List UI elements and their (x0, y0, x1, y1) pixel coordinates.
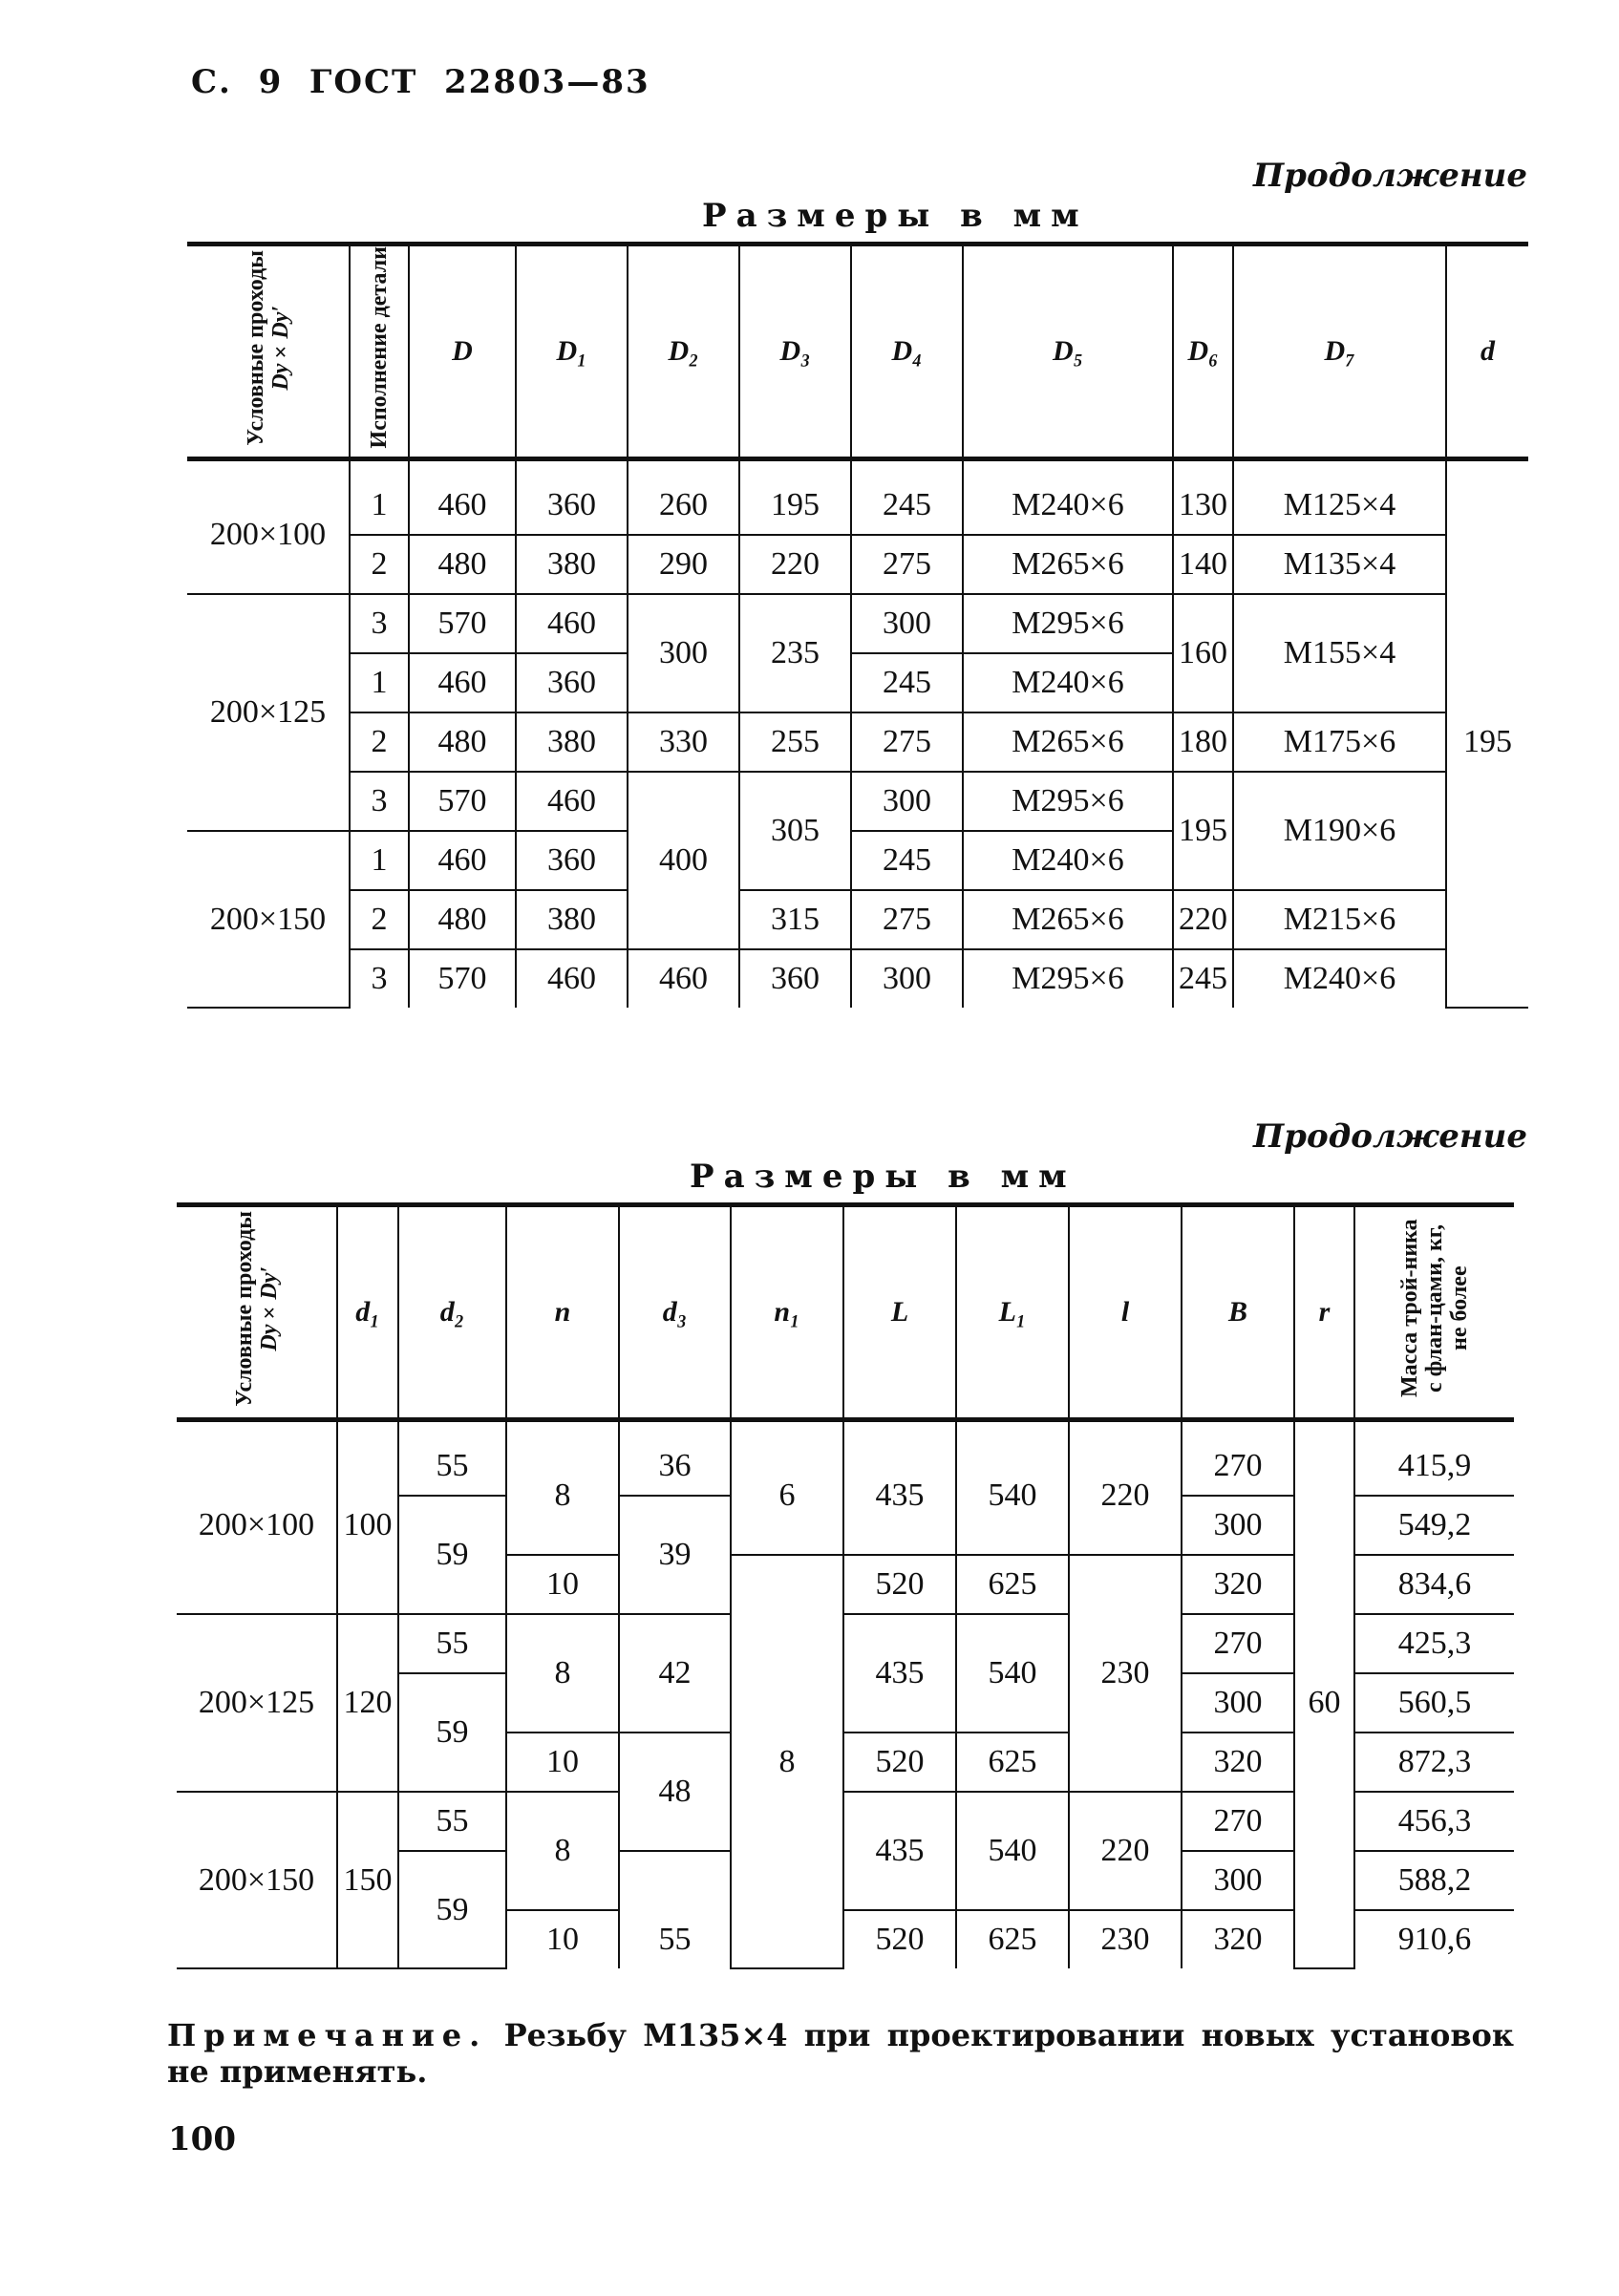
dimensions-table-1 (187, 242, 1528, 1009)
d2-cell: 55 (398, 1420, 506, 1497)
L1-cell: 540 (956, 1792, 1069, 1910)
l-cell: 230 (1069, 1555, 1182, 1792)
table-row (187, 712, 1528, 772)
passage-cell: 200×125 (187, 594, 350, 831)
table-2-header-row (177, 1205, 1514, 1420)
D3-cell: 220 (739, 535, 851, 594)
D1-cell: 380 (516, 535, 628, 594)
header-d: d (1446, 244, 1528, 459)
D-cell: 460 (409, 831, 516, 890)
D7-cell: M135×4 (1233, 535, 1446, 594)
mass-cell: 588,2 (1354, 1851, 1514, 1910)
header-n1: n₁ (731, 1205, 843, 1420)
table-row (187, 535, 1528, 594)
table-row (187, 890, 1528, 949)
D-cell: 460 (409, 653, 516, 712)
table-row (187, 594, 1528, 653)
table-row (187, 949, 1528, 1008)
D1-cell: 460 (516, 594, 628, 653)
exec-cell: 3 (350, 949, 409, 1008)
header-D1: D₁ (516, 244, 628, 459)
d3-cell (619, 1851, 731, 1910)
n1-cell: 8 (731, 1555, 843, 1968)
d2-cell: 55 (398, 1614, 506, 1673)
D5-cell: M265×6 (963, 890, 1173, 949)
D3-cell: 360 (739, 949, 851, 1008)
D-cell: 480 (409, 890, 516, 949)
D5-cell: M295×6 (963, 772, 1173, 831)
n-cell: 8 (506, 1420, 619, 1556)
D7-cell: M155×4 (1233, 594, 1446, 712)
D1-cell: 460 (516, 949, 628, 1008)
n-cell: 8 (506, 1792, 619, 1910)
L-cell: 520 (843, 1555, 956, 1614)
D6-cell: 220 (1173, 890, 1233, 949)
passage-cell: 200×100 (177, 1420, 337, 1615)
L1-cell: 625 (956, 1555, 1069, 1614)
mass-cell: 872,3 (1354, 1733, 1514, 1792)
D3-cell: 235 (739, 594, 851, 712)
D1-cell: 360 (516, 831, 628, 890)
header-d2: d₂ (398, 1205, 506, 1420)
D3-cell: 305 (739, 772, 851, 890)
n-cell: 8 (506, 1614, 619, 1733)
header-l: l (1069, 1205, 1182, 1420)
d3-cell: 48 (619, 1733, 731, 1851)
D6-cell: 245 (1173, 949, 1233, 1008)
header-L1: L₁ (956, 1205, 1069, 1420)
D4-cell: 245 (851, 653, 963, 712)
D2-cell: 460 (628, 949, 739, 1008)
D-cell: 570 (409, 949, 516, 1008)
table-1-header-row (187, 244, 1528, 459)
D-cell: 480 (409, 535, 516, 594)
header-D5: D₅ (963, 244, 1173, 459)
l-cell: 220 (1069, 1792, 1182, 1910)
D6-cell: 130 (1173, 459, 1233, 536)
D6-cell: 180 (1173, 712, 1233, 772)
exec-cell: 1 (350, 653, 409, 712)
d-cell: 195 (1446, 459, 1528, 1009)
d1-cell: 120 (337, 1614, 398, 1792)
d3-cell: 36 (619, 1420, 731, 1497)
D4-cell: 300 (851, 772, 963, 831)
header-D: D (409, 244, 516, 459)
header-passage: Условные проходы Dу×Dу′ (187, 244, 350, 459)
continuation-label-2: Продолжение (1253, 1117, 1527, 1156)
note-label: Примечание. (167, 2017, 488, 2053)
D4-cell: 275 (851, 890, 963, 949)
continuation-label-1: Продолжение (1253, 157, 1527, 195)
D3-cell: 315 (739, 890, 851, 949)
D5-cell: M265×6 (963, 712, 1173, 772)
D5-cell: M240×6 (963, 653, 1173, 712)
D3-cell: 195 (739, 459, 851, 536)
D7-cell: M125×4 (1233, 459, 1446, 536)
header-D3: D₃ (739, 244, 851, 459)
D5-cell: M295×6 (963, 594, 1173, 653)
header-r: r (1294, 1205, 1354, 1420)
passage-cell: 200×150 (177, 1792, 337, 1968)
D4-cell: 300 (851, 949, 963, 1008)
table-row (187, 772, 1528, 831)
D-cell: 480 (409, 712, 516, 772)
D2-cell: 260 (628, 459, 739, 536)
L1-cell: 625 (956, 1910, 1069, 1968)
header-mass: Масса трой-ника с флан-цами, кг, не более (1354, 1205, 1514, 1420)
L-cell: 435 (843, 1614, 956, 1733)
exec-cell: 1 (350, 831, 409, 890)
mass-cell: 456,3 (1354, 1792, 1514, 1851)
D7-cell: M240×6 (1233, 949, 1446, 1008)
l-cell: 230 (1069, 1910, 1182, 1968)
D5-cell: M295×6 (963, 949, 1173, 1008)
D-cell: 570 (409, 594, 516, 653)
D1-cell: 380 (516, 712, 628, 772)
d3-cell: 39 (619, 1496, 731, 1614)
document-header: С. 9 ГОСТ 22803—83 (191, 63, 650, 101)
B-cell: 270 (1182, 1614, 1294, 1673)
B-cell: 300 (1182, 1496, 1294, 1555)
D4-cell: 300 (851, 594, 963, 653)
L-cell: 435 (843, 1420, 956, 1556)
exec-cell: 3 (350, 772, 409, 831)
d3-cell: 55 (619, 1910, 731, 1968)
d3-cell: 42 (619, 1614, 731, 1733)
D5-cell: M240×6 (963, 459, 1173, 536)
B-cell: 320 (1182, 1555, 1294, 1614)
B-cell: 320 (1182, 1910, 1294, 1968)
d1-cell: 150 (337, 1792, 398, 1968)
D5-cell: M265×6 (963, 535, 1173, 594)
n-cell: 10 (506, 1910, 619, 1968)
D7-cell: M175×6 (1233, 712, 1446, 772)
passage-cell: 200×150 (187, 831, 350, 1008)
header-D4: D₄ (851, 244, 963, 459)
D1-cell: 460 (516, 772, 628, 831)
mass-cell: 549,2 (1354, 1496, 1514, 1555)
D6-cell: 195 (1173, 772, 1233, 890)
B-cell: 270 (1182, 1420, 1294, 1497)
n1-cell: 6 (731, 1420, 843, 1556)
header-n: n (506, 1205, 619, 1420)
mass-cell: 910,6 (1354, 1910, 1514, 1968)
D4-cell: 245 (851, 831, 963, 890)
L-cell: 520 (843, 1733, 956, 1792)
footnote (167, 2017, 1514, 2090)
mass-cell: 425,3 (1354, 1614, 1514, 1673)
header-passage: Условные проходы Dу×Dу′ (177, 1205, 337, 1420)
L-cell: 435 (843, 1792, 956, 1910)
B-cell: 300 (1182, 1851, 1294, 1910)
B-cell: 270 (1182, 1792, 1294, 1851)
D4-cell: 275 (851, 712, 963, 772)
L1-cell: 625 (956, 1733, 1069, 1792)
D2-cell: 400 (628, 772, 739, 949)
D4-cell: 245 (851, 459, 963, 536)
D5-cell: M240×6 (963, 831, 1173, 890)
d1-cell: 100 (337, 1420, 398, 1615)
exec-cell: 3 (350, 594, 409, 653)
d2-cell: 55 (398, 1792, 506, 1851)
exec-cell: 2 (350, 712, 409, 772)
D1-cell: 380 (516, 890, 628, 949)
L1-cell: 540 (956, 1420, 1069, 1556)
D7-cell: M190×6 (1233, 772, 1446, 890)
header-d3: d₃ (619, 1205, 731, 1420)
header-execution: Исполнение детали (350, 244, 409, 459)
exec-cell: 2 (350, 890, 409, 949)
exec-cell: 2 (350, 535, 409, 594)
mass-cell: 415,9 (1354, 1420, 1514, 1497)
D6-cell: 140 (1173, 535, 1233, 594)
units-caption-2: Размеры в мм (690, 1158, 1076, 1196)
d2-cell: 59 (398, 1673, 506, 1792)
note-text: Резьбу M135×4 при проектировании новых установок не применять. (167, 2017, 1514, 2090)
D2-cell: 290 (628, 535, 739, 594)
D6-cell: 160 (1173, 594, 1233, 712)
mass-cell: 560,5 (1354, 1673, 1514, 1733)
D1-cell: 360 (516, 653, 628, 712)
table-row (187, 459, 1528, 536)
passage-cell: 200×125 (177, 1614, 337, 1792)
D4-cell: 275 (851, 535, 963, 594)
D1-cell: 360 (516, 459, 628, 536)
n-cell: 10 (506, 1733, 619, 1792)
header-B: B (1182, 1205, 1294, 1420)
page-number: 100 (168, 2120, 236, 2158)
n-cell: 10 (506, 1555, 619, 1614)
D-cell: 570 (409, 772, 516, 831)
D2-cell: 330 (628, 712, 739, 772)
L1-cell: 540 (956, 1614, 1069, 1733)
r-cell: 60 (1294, 1420, 1354, 1969)
L-cell: 520 (843, 1910, 956, 1968)
d2-cell: 59 (398, 1851, 506, 1968)
passage-cell: 200×100 (187, 459, 350, 595)
B-cell: 300 (1182, 1673, 1294, 1733)
D3-cell: 255 (739, 712, 851, 772)
header-D7: D₇ (1233, 244, 1446, 459)
D-cell: 460 (409, 459, 516, 536)
exec-cell: 1 (350, 459, 409, 536)
D2-cell: 300 (628, 594, 739, 712)
table-row (177, 1420, 1514, 1497)
mass-cell: 834,6 (1354, 1555, 1514, 1614)
units-caption-1: Размеры в мм (702, 197, 1089, 235)
header-d1: d₁ (337, 1205, 398, 1420)
B-cell: 320 (1182, 1733, 1294, 1792)
dimensions-table-2 (177, 1202, 1514, 1969)
d2-cell: 59 (398, 1496, 506, 1614)
l-cell: 220 (1069, 1420, 1182, 1556)
header-D2: D₂ (628, 244, 739, 459)
header-L: L (843, 1205, 956, 1420)
header-D6: D₆ (1173, 244, 1233, 459)
D7-cell: M215×6 (1233, 890, 1446, 949)
